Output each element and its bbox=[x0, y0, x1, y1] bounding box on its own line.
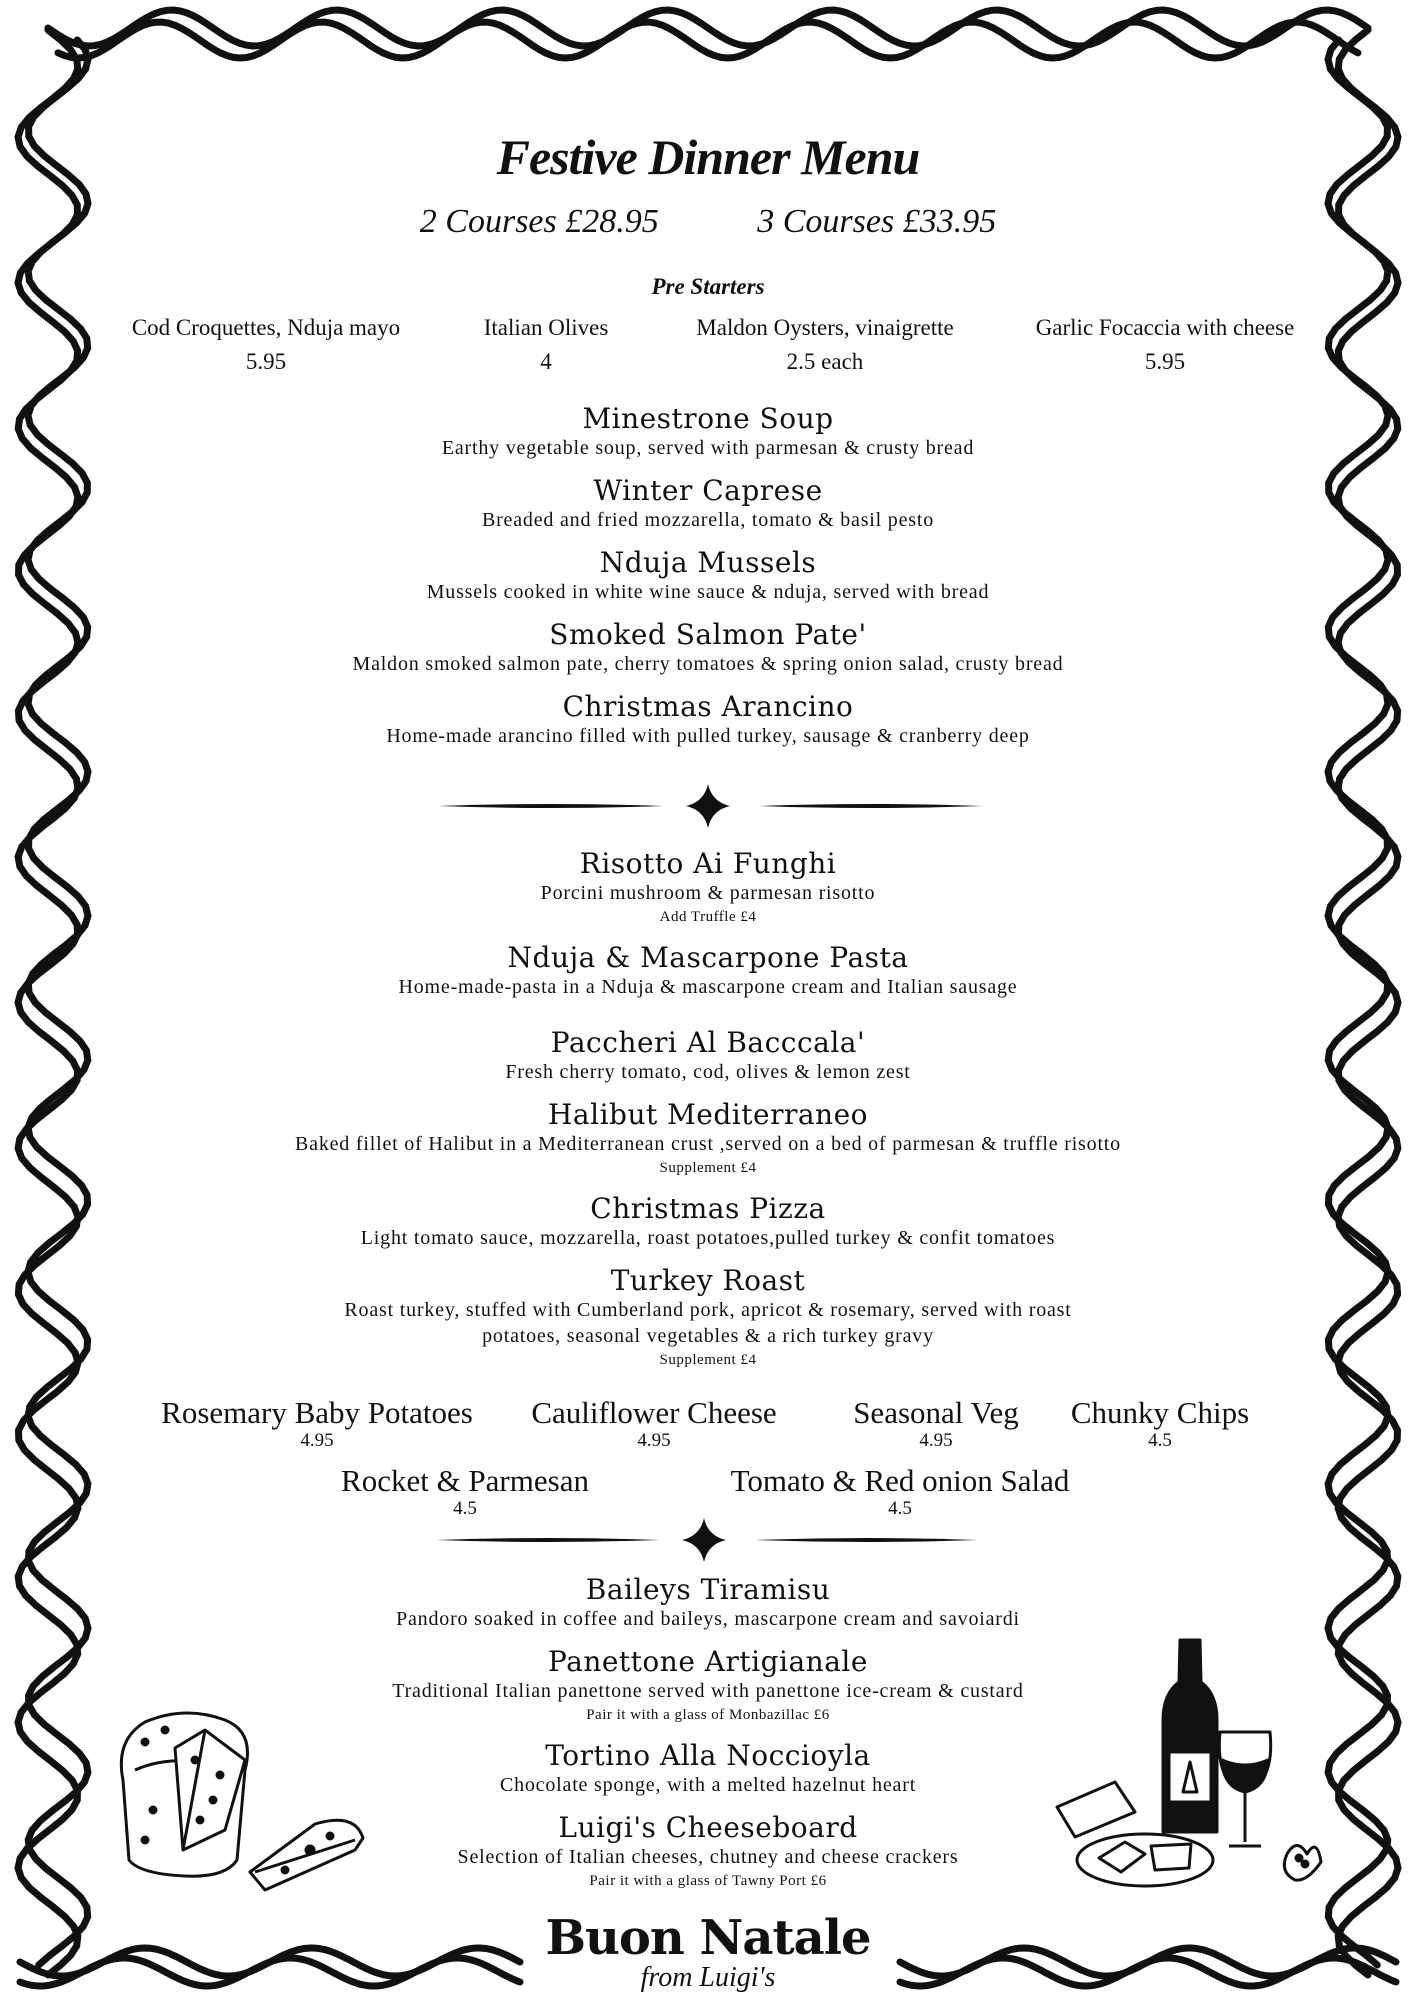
dish-extra: Pair it with a glass of Monbazillac £6 bbox=[586, 1707, 830, 1723]
pre-starter-price: 2.5 each bbox=[786, 349, 864, 374]
dish-description: Light tomato sauce, mozzarella, roast potatoes,pulled turkey & confit tomatoes bbox=[360, 1227, 1056, 1249]
starter-item bbox=[0, 691, 1416, 749]
main-item bbox=[0, 1099, 1416, 1179]
footer-signature: from Luigi's bbox=[640, 1962, 776, 1993]
section-divider bbox=[0, 782, 1416, 832]
dish-extra: Add Truffle £4 bbox=[659, 909, 757, 925]
side-item bbox=[826, 1396, 1046, 1452]
main-item bbox=[0, 848, 1416, 928]
side-item bbox=[142, 1396, 492, 1452]
side-price: 4.95 bbox=[300, 1430, 334, 1451]
dish-description: Porcini mushroom & parmesan risotto bbox=[540, 882, 876, 904]
pre-starter-item bbox=[446, 311, 646, 379]
main-item bbox=[0, 942, 1416, 1000]
side-name: Seasonal Veg bbox=[853, 1395, 1019, 1430]
pre-starter-price: 5.95 bbox=[245, 349, 287, 374]
dish-name: Baileys Tiramisu bbox=[585, 1573, 831, 1606]
starter-item bbox=[0, 475, 1416, 533]
pre-starter-price: 4 bbox=[540, 349, 552, 374]
starter-item bbox=[0, 547, 1416, 605]
starter-item bbox=[0, 403, 1416, 461]
pre-starter-name: Maldon Oysters, vinaigrette bbox=[696, 315, 954, 340]
pre-starter-name: Cod Croquettes, Nduja mayo bbox=[131, 315, 401, 340]
side-price: 4.95 bbox=[637, 1430, 671, 1451]
dish-description: Home-made arancino filled with pulled turkey, sausage & cranberry deep bbox=[386, 725, 1030, 747]
starter-item bbox=[0, 619, 1416, 677]
dish-name: Christmas Pizza bbox=[590, 1192, 826, 1225]
dish-name: Minestrone Soup bbox=[582, 402, 834, 435]
four-point-star-icon bbox=[682, 1518, 726, 1562]
dessert-item bbox=[0, 1574, 1416, 1632]
side-name: Rosemary Baby Potatoes bbox=[161, 1395, 473, 1430]
side-item bbox=[315, 1464, 615, 1520]
price-three-courses: 3 Courses £33.95 bbox=[757, 203, 997, 240]
dish-description-continued: potatoes, seasonal vegetables & a rich turkey gravy bbox=[482, 1325, 934, 1347]
dish-name: Turkey Roast bbox=[610, 1264, 806, 1297]
dish-description: Home-made-pasta in a Nduja & mascarpone cream and Italian sausage bbox=[398, 976, 1018, 998]
price-two-courses: 2 Courses £28.95 bbox=[419, 203, 659, 240]
dish-name: Luigi's Cheeseboard bbox=[558, 1811, 858, 1844]
side-name: Rocket & Parmesan bbox=[341, 1463, 589, 1498]
main-item bbox=[0, 1265, 1416, 1371]
dish-name: Nduja & Mascarpone Pasta bbox=[507, 941, 909, 974]
dish-name: Smoked Salmon Pate' bbox=[549, 618, 867, 651]
menu-title: Festive Dinner Menu bbox=[496, 129, 920, 185]
pre-starters-heading: Pre Starters bbox=[651, 274, 765, 299]
dish-description: Earthy vegetable soup, served with parmesan & crusty bread bbox=[441, 437, 975, 459]
dish-description: Fresh cherry tomato, cod, olives & lemon zest bbox=[505, 1061, 911, 1083]
dish-description: Roast turkey, stuffed with Cumberland pork, apricot & rosemary, served with roast bbox=[344, 1299, 1072, 1321]
four-point-star-icon bbox=[686, 784, 730, 828]
dish-description: Breaded and fried mozzarella, tomato & basil pesto bbox=[481, 509, 935, 531]
dish-name: Halibut Mediterraneo bbox=[548, 1098, 868, 1131]
dish-extra: Pair it with a glass of Tawny Port £6 bbox=[589, 1873, 827, 1889]
side-item bbox=[710, 1464, 1090, 1520]
side-item bbox=[504, 1396, 804, 1452]
set-prices bbox=[0, 203, 1416, 241]
footer-greeting: Buon Natale bbox=[545, 1910, 871, 1966]
side-name: Tomato & Red onion Salad bbox=[730, 1463, 1070, 1498]
dish-description: Maldon smoked salmon pate, cherry tomatoes & spring onion salad, crusty bread bbox=[352, 653, 1064, 675]
dish-description: Selection of Italian cheeses, chutney and cheese crackers bbox=[457, 1846, 959, 1868]
dish-name: Panettone Artigianale bbox=[548, 1645, 868, 1678]
main-item bbox=[0, 1027, 1416, 1085]
side-price: 4.5 bbox=[1148, 1430, 1172, 1451]
dish-name: Risotto Ai Funghi bbox=[579, 847, 837, 880]
wine-and-cheese-icon bbox=[1055, 1632, 1325, 1902]
side-name: Chunky Chips bbox=[1070, 1395, 1250, 1430]
pre-starter-item bbox=[116, 311, 416, 379]
side-price: 4.5 bbox=[888, 1498, 912, 1519]
dish-name: Winter Caprese bbox=[593, 474, 823, 507]
side-price: 4.95 bbox=[919, 1430, 953, 1451]
pre-starter-name: Italian Olives bbox=[483, 315, 609, 340]
dish-extra: Supplement £4 bbox=[659, 1160, 757, 1176]
main-item bbox=[0, 1193, 1416, 1251]
dish-description: Baked fillet of Halibut in a Mediterranean crust ,served on a bed of parmesan & truffle risotto bbox=[295, 1133, 1121, 1155]
side-price: 4.5 bbox=[453, 1498, 477, 1519]
dish-name: Christmas Arancino bbox=[562, 690, 854, 723]
side-item bbox=[1060, 1396, 1260, 1452]
pre-starter-item bbox=[675, 311, 975, 379]
pre-starter-price: 5.95 bbox=[1144, 349, 1186, 374]
panettone-icon bbox=[105, 1700, 375, 1900]
dish-description: Chocolate sponge, with a melted hazelnut heart bbox=[499, 1774, 917, 1796]
dish-description: Pandoro soaked in coffee and baileys, mascarpone cream and savoiardi bbox=[396, 1608, 1020, 1630]
dish-extra: Supplement £4 bbox=[659, 1352, 757, 1368]
dish-description: Traditional Italian panettone served with panettone ice-cream & custard bbox=[392, 1680, 1024, 1702]
dish-name: Paccheri Al Bacccala' bbox=[550, 1026, 866, 1059]
dish-description: Mussels cooked in white wine sauce & nduja, served with bread bbox=[426, 581, 990, 603]
dish-name: Nduja Mussels bbox=[599, 546, 817, 579]
section-divider bbox=[0, 1516, 1416, 1566]
side-name: Cauliflower Cheese bbox=[531, 1395, 777, 1430]
pre-starter-name: Garlic Focaccia with cheese bbox=[1035, 315, 1295, 340]
dish-name: Tortino Alla Noccioyla bbox=[545, 1739, 871, 1772]
pre-starter-item bbox=[1015, 311, 1315, 379]
